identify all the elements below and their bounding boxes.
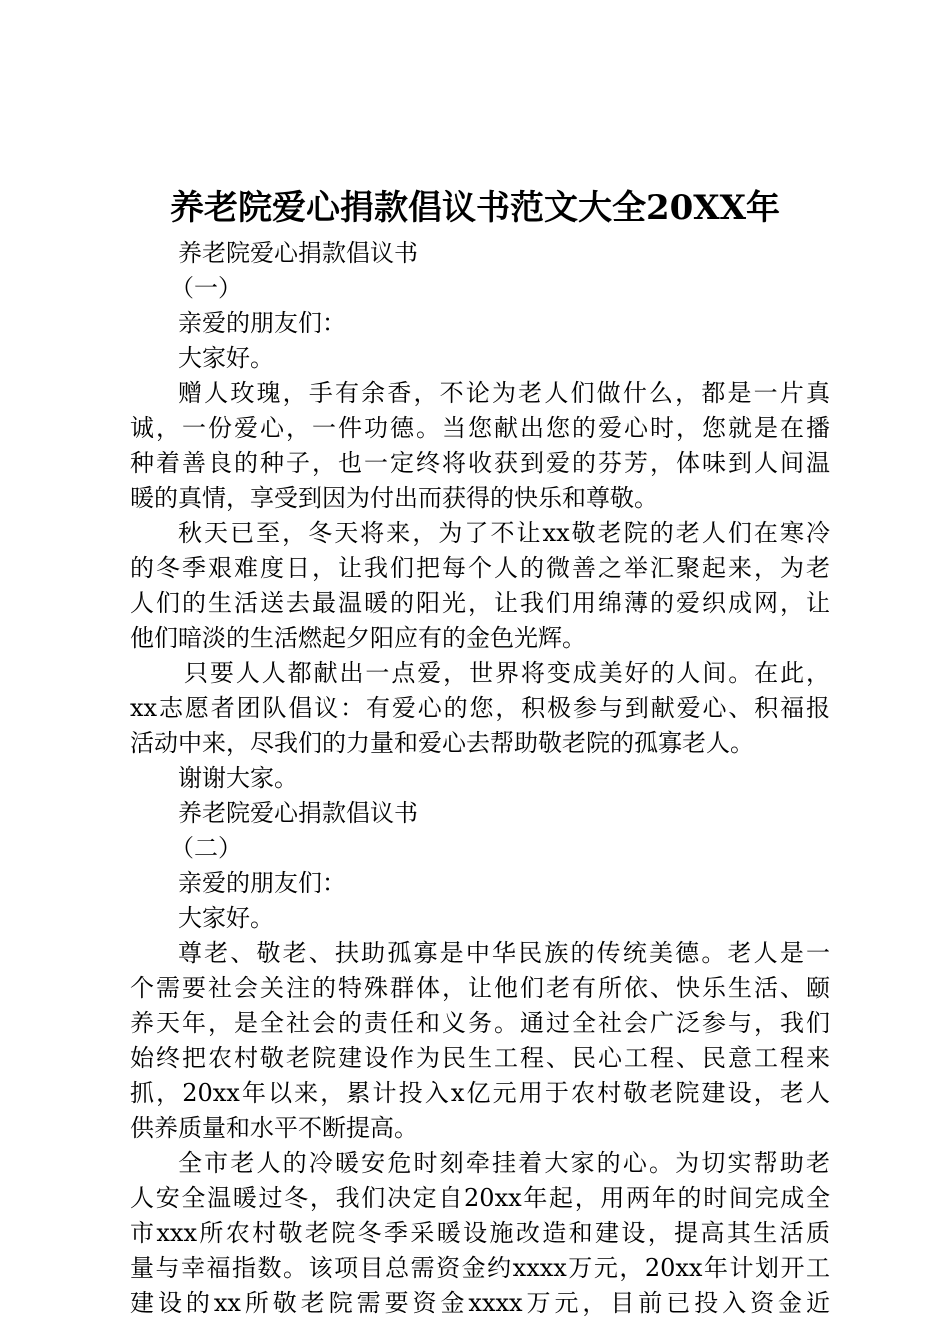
document-body xyxy=(130,236,830,1321)
section-number: （二） xyxy=(170,834,242,862)
paragraph-line: 抓，20xx年以来，累计投入x亿元用于农村敬老院建设，老人 xyxy=(130,1079,830,1107)
paragraph-line: 活动中来，尽我们的力量和爱心去帮助敬老院的孤寡老人。 xyxy=(130,729,754,757)
paragraph-line: 养天年，是全社会的责任和义务。通过全社会广泛参与，我们 xyxy=(130,1009,830,1037)
paragraph-line: 的冬季艰难度日，让我们把每个人的微善之举汇聚起来，为老 xyxy=(130,554,830,582)
section-number: （一） xyxy=(170,274,242,302)
paragraph-line: 人安全温暖过冬，我们决定自20xx年起，用两年的时间完成全 xyxy=(130,1184,830,1212)
paragraph-line: 市xxx所农村敬老院冬季采暖设施改造和建设，提高其生活质 xyxy=(130,1219,830,1247)
document-title: 养老院爱心捐款倡议书范文大全20XX年 xyxy=(169,188,781,228)
paragraph-line: 供养质量和水平不断提高。 xyxy=(130,1114,418,1142)
paragraph-line: 建设的xx所敬老院需要资金xxxx万元，目前已投入资金近 xyxy=(130,1289,830,1317)
salutation: 亲爱的朋友们： xyxy=(178,869,346,897)
closing-line: 谢谢大家。 xyxy=(178,764,298,792)
paragraph-line: 赠人玫瑰，手有余香，不论为老人们做什么，都是一片真 xyxy=(178,379,830,407)
paragraph-line: 只要人人都献出一点爱，世界将变成美好的人间。在此， xyxy=(184,659,830,687)
paragraph-line: xx志愿者团队倡议：有爱心的您，积极参与到献爱心、积福报 xyxy=(130,694,830,722)
paragraph-line: 他们暗淡的生活燃起夕阳应有的金色光辉。 xyxy=(130,624,586,652)
section-heading: 养老院爱心捐款倡议书 xyxy=(178,799,418,827)
paragraph-line: 诚，一份爱心，一件功德。当您献出您的爱心时，您就是在播 xyxy=(130,414,830,442)
paragraph-line: 始终把农村敬老院建设作为民生工程、民心工程、民意工程来 xyxy=(130,1044,830,1072)
paragraph-line: 人们的生活送去最温暖的阳光，让我们用绵薄的爱织成网，让 xyxy=(130,589,830,617)
paragraph-line: 量与幸福指数。该项目总需资金约xxxx万元，20xx年计划开工 xyxy=(130,1254,830,1282)
section-heading: 养老院爱心捐款倡议书 xyxy=(178,239,418,267)
paragraph-line: 尊老、敬老、扶助孤寡是中华民族的传统美德。老人是一 xyxy=(178,939,830,967)
paragraph-line: 秋天已至，冬天将来，为了不让xx敬老院的老人们在寒冷 xyxy=(178,519,830,547)
paragraph-line: 个需要社会关注的特殊群体，让他们老有所依、快乐生活、颐 xyxy=(130,974,830,1002)
greeting: 大家好。 xyxy=(178,344,274,372)
greeting: 大家好。 xyxy=(178,904,274,932)
salutation: 亲爱的朋友们： xyxy=(178,309,346,337)
paragraph-line: 种着善良的种子，也一定终将收获到爱的芬芳，体味到人间温 xyxy=(130,449,830,477)
paragraph-line: 全市老人的冷暖安危时刻牵挂着大家的心。为切实帮助老 xyxy=(178,1149,830,1177)
paragraph-line: 暖的真情，享受到因为付出而获得的快乐和尊敬。 xyxy=(130,484,658,512)
